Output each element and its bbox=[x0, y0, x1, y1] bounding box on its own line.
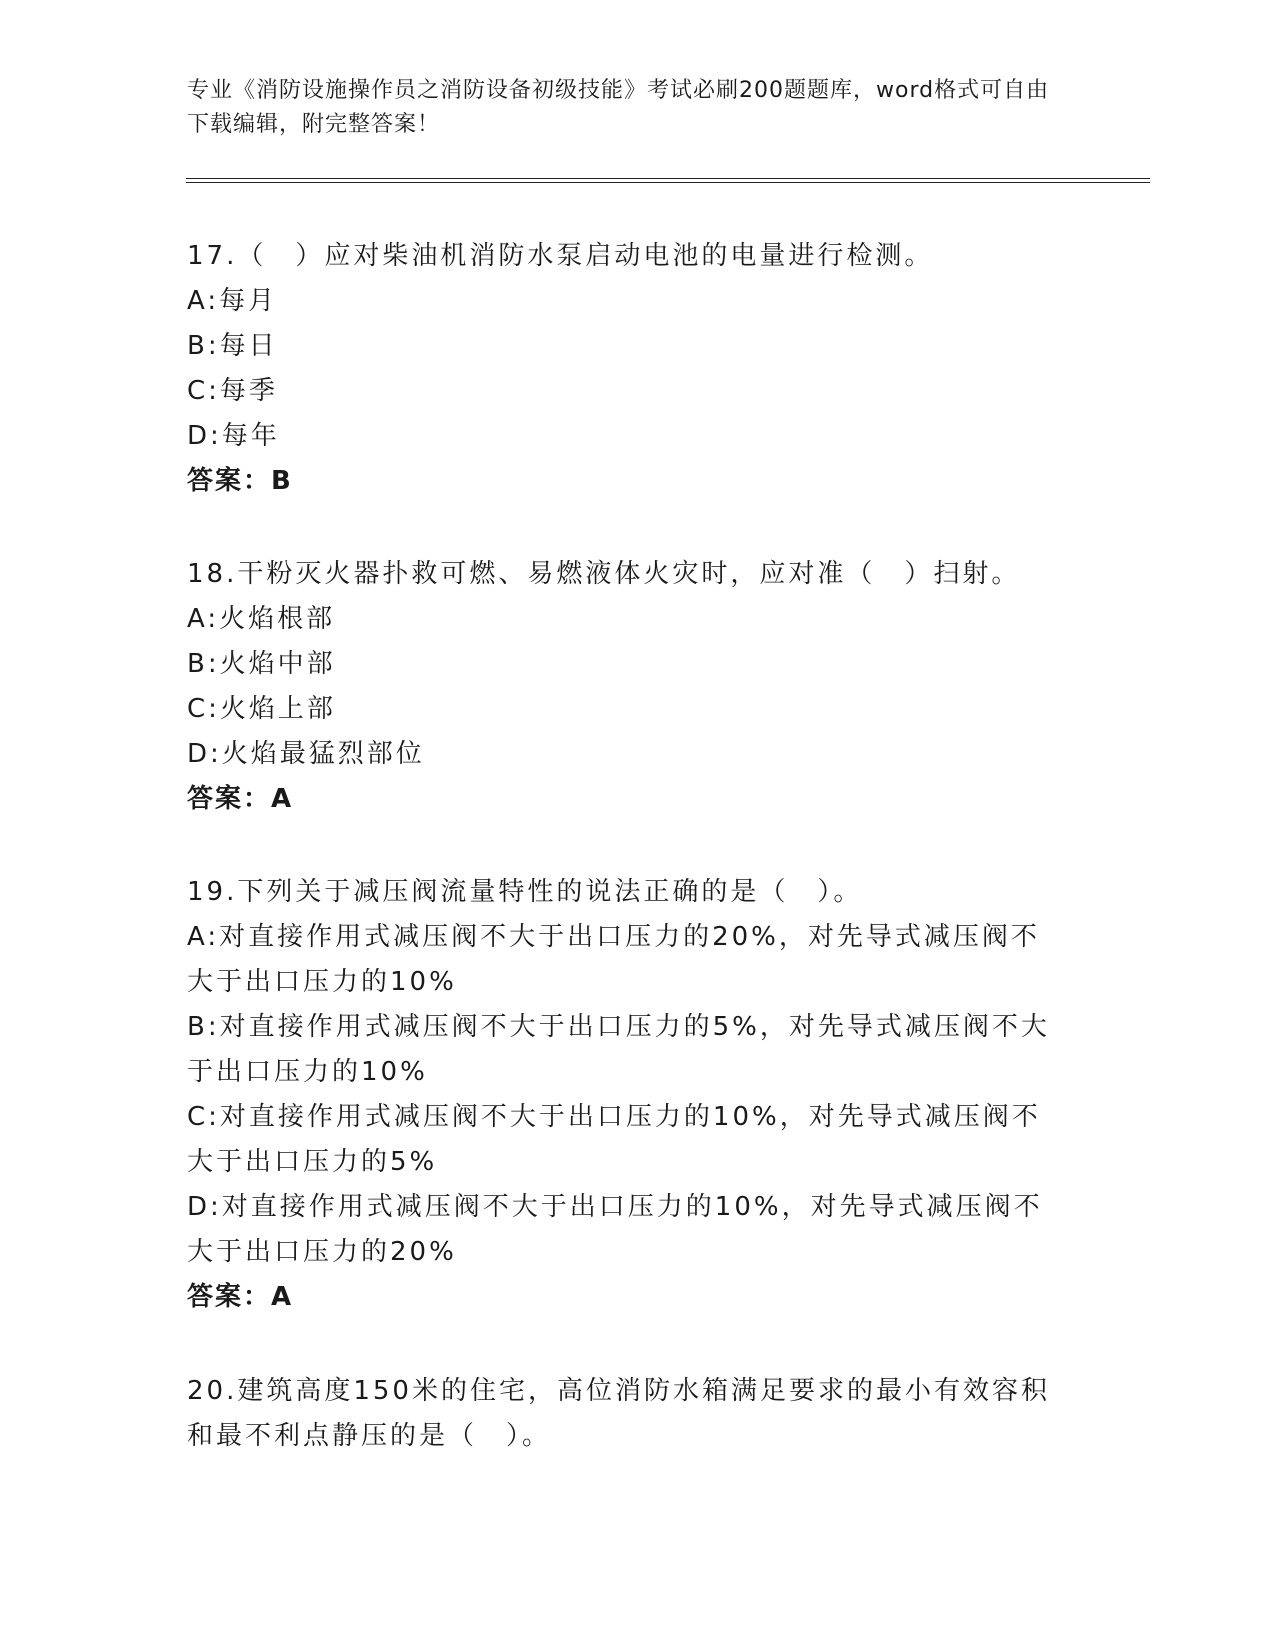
option-c: C:火焰上部 bbox=[187, 694, 336, 724]
question-stem: 20.建筑高度150米的住宅，高位消防水箱满足要求的最小有效容积和最不利点静压的是（ ）。 bbox=[187, 1376, 1050, 1451]
question-stem: 17.（ ）应对柴油机消防水泵启动电池的电量进行检测。 bbox=[187, 241, 934, 271]
option-a: A:对直接作用式减压阀不大于出口压力的20%，对先导式减压阀不大于出口压力的10% bbox=[187, 922, 1040, 997]
option-d: D:对直接作用式减压阀不大于出口压力的10%，对先导式减压阀不大于出口压力的20% bbox=[187, 1192, 1043, 1267]
question-19 bbox=[187, 870, 1087, 1320]
question-17 bbox=[187, 234, 1087, 504]
header-divider-top bbox=[186, 178, 1150, 179]
option-b: B:每日 bbox=[187, 331, 278, 361]
answer: 答案：A bbox=[187, 784, 294, 814]
question-stem: 18.干粉灭火器扑救可燃、易燃液体火灾时，应对准（ ）扫射。 bbox=[187, 559, 1021, 589]
option-c: C:对直接作用式减压阀不大于出口压力的10%，对先导式减压阀不大于出口压力的5% bbox=[187, 1102, 1041, 1177]
option-a: A:每月 bbox=[187, 286, 278, 316]
option-c: C:每季 bbox=[187, 376, 278, 406]
option-d: D:火焰最猛烈部位 bbox=[187, 739, 425, 769]
option-b: B:对直接作用式减压阀不大于出口压力的5%，对先导式减压阀不大于出口压力的10% bbox=[187, 1012, 1050, 1087]
document-header: 专业《消防设施操作员之消防设备初级技能》考试必刷200题题库，word格式可自由下载编辑，附完整答案！ bbox=[187, 78, 1050, 137]
question-20 bbox=[187, 1369, 1087, 1459]
question-stem: 19.下列关于减压阀流量特性的说法正确的是（ ）。 bbox=[187, 877, 863, 907]
answer: 答案：B bbox=[187, 466, 293, 496]
answer: 答案：A bbox=[187, 1282, 294, 1312]
header-divider-bottom bbox=[186, 182, 1150, 183]
option-b: B:火焰中部 bbox=[187, 649, 336, 679]
option-a: A:火焰根部 bbox=[187, 604, 336, 634]
question-18 bbox=[187, 552, 1087, 822]
option-d: D:每年 bbox=[187, 421, 280, 451]
